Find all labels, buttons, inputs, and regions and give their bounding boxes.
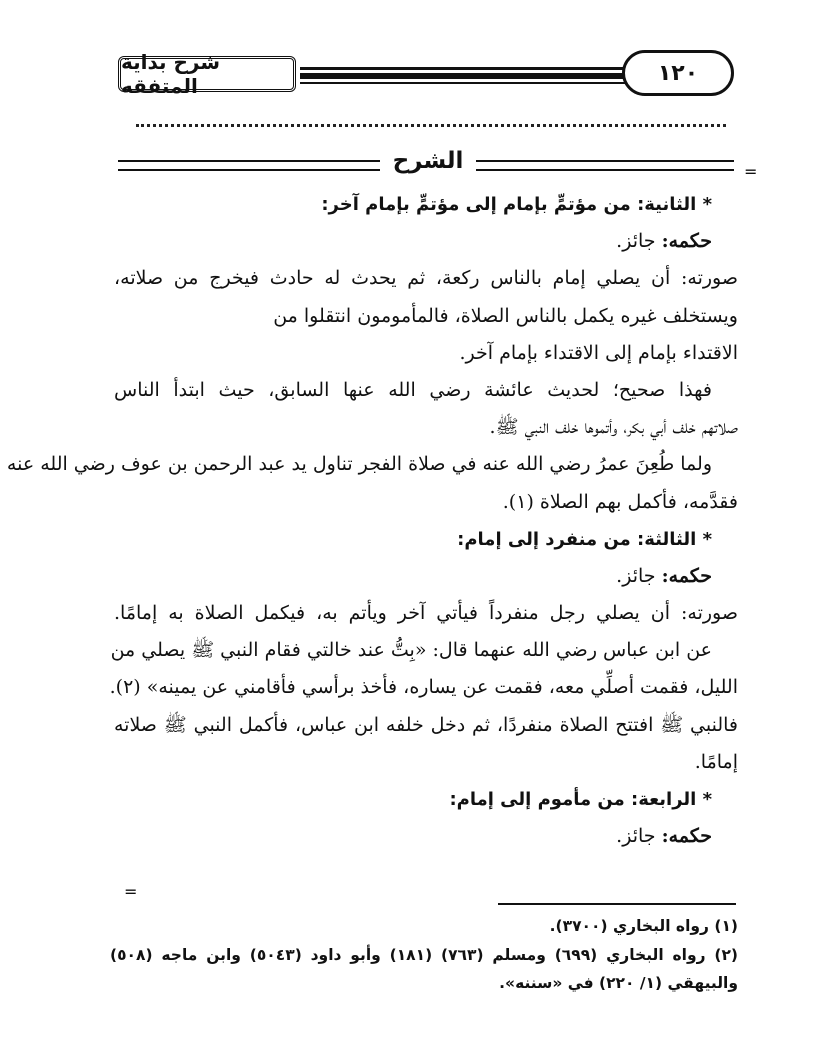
heading-rule-left — [118, 160, 380, 171]
page-header — [112, 50, 732, 102]
text-line: صورته: أن يصلي إمام بالناس ركعة، ثم يحدث له حادث فيخرج من صلاته، — [114, 267, 738, 290]
text-line: ويستخلف غيره يكمل بالناس الصلاة، فالمأمومون انتقلوا من — [273, 304, 738, 327]
footnote-line: (١) رواه البخاري (٣٧٠٠). — [549, 917, 738, 935]
rule-label: حكمه: — [661, 825, 712, 848]
heading-rule-right — [476, 160, 734, 171]
text-line: حكمه: جائز. — [616, 230, 712, 253]
text-line: حكمه: جائز. — [616, 564, 712, 587]
header-ornament-lines — [300, 67, 630, 84]
text-line: * الرابعة: من مأموم إلى إمام: — [449, 789, 712, 810]
footnotes — [110, 912, 738, 998]
footnote-line: (٢) رواه البخاري (٦٩٩) ومسلم (٧٦٣) (١٨١) وأبو داود (٥٠٤٣) وابن ماجه (٥٠٨) — [110, 945, 738, 964]
main-text — [6, 186, 738, 855]
text-line: فالنبي ﷺ افتتح الصلاة منفردًا، ثم دخل خلفه ابن عباس، فأكمل النبي ﷺ صلاته — [114, 713, 738, 736]
text-line: صلاتهم خلف أبي بكر، وأتموها خلف النبي ﷺ. — [489, 416, 738, 439]
text-line: صورته: أن يصلي رجل منفرداً فيأتي آخر ويأتم به، فيكمل الصلاة به إمامًا. — [114, 602, 738, 625]
page-number-badge: ١٢٠ — [622, 50, 734, 96]
footnote-rule — [498, 903, 736, 905]
text-line: الليل، فقمت أصلِّي معه، فقمت عن يساره، فأخذ برأسي فأقامني عن يمينه» (٢). — [109, 676, 738, 699]
rule-label: حكمه: — [661, 230, 712, 253]
text-line: * الثالثة: من منفرد إلى إمام: — [457, 528, 712, 550]
text-line: فقدَّمه، فأكمل بهم الصلاة (١). — [502, 490, 738, 513]
text-line: ولما طُعِنَ عمرُ رضي الله عنه في صلاة الفجر تناول يد عبد الرحمن بن عوف رضي الله عنه — [6, 453, 712, 476]
text-line: فهذا صحيح؛ لحديث عائشة رضي الله عنها السابق، حيث ابتدأ الناس — [114, 378, 712, 401]
text-line: الاقتداء بإمام إلى الاقتداء بإمام آخر. — [459, 341, 738, 364]
margin-mark-top: = — [744, 162, 758, 181]
text-line: حكمه: جائز. — [616, 825, 712, 848]
section-title: الشرح — [392, 148, 464, 174]
footnote-line: والبيهقي (١/ ٢٢٠) في «سننه». — [499, 974, 738, 992]
text-line: إمامًا. — [694, 750, 738, 773]
text-line: * الثانية: من مؤتمٍّ بإمام إلى مؤتمٍّ بإمام آخر: — [321, 194, 712, 215]
margin-mark-bottom: = — [124, 882, 138, 901]
book-title-box: شرح بداية المتفقه — [118, 56, 296, 92]
dotted-separator — [136, 124, 726, 127]
section-heading — [118, 148, 738, 182]
text-line: عن ابن عباس رضي الله عنهما قال: «بِتُّ عند خالتي فقام النبي ﷺ يصلي من — [110, 639, 712, 662]
rule-label: حكمه: — [661, 564, 712, 587]
